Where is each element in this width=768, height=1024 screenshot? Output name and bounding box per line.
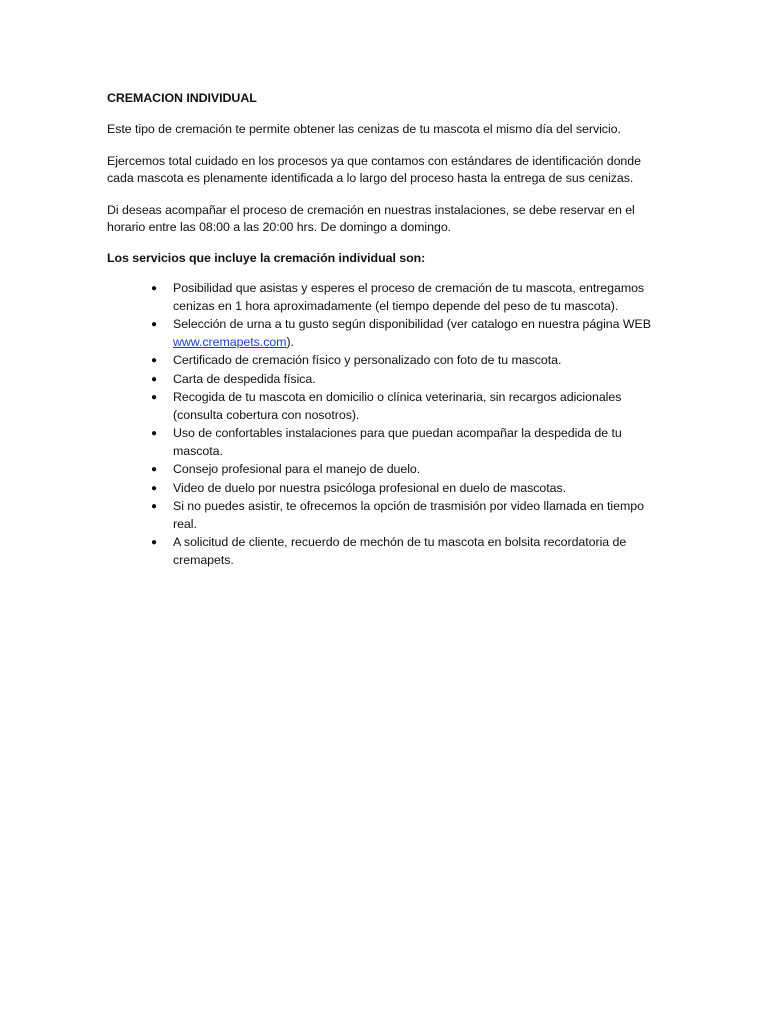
service-text-after-link: ). [286, 334, 294, 349]
bullet-icon: ● [151, 428, 157, 439]
list-item [107, 480, 662, 498]
service-text: Si no puedes asistir, te ofrecemos la opción de trasmisión por video llamada en tiempo real. [173, 499, 644, 531]
bullet-icon: ● [151, 501, 157, 512]
service-text: A solicitud de cliente, recuerdo de mechón de tu mascota en bolsita recordatoria de cremapets. [173, 535, 627, 567]
bullet-icon: ● [151, 482, 157, 494]
document-page [107, 90, 662, 570]
document-title: CREMACION INDIVIDUAL [107, 91, 257, 105]
paragraph-reservation-hours: Di deseas acompañar el proceso de cremación en nuestras instalaciones, se debe reservar en el horario entre las 08:00 a las 20:00 hrs. De domingo a domingo. [107, 203, 635, 234]
list-item [107, 498, 662, 533]
list-item [107, 534, 662, 569]
service-text [173, 317, 651, 349]
bullet-icon: ● [151, 283, 157, 294]
service-text: Posibilidad que asistas y esperes el proceso de cremación de tu mascota, entregamos cenizas en 1 hora aproximadamente (el tiempo depende del peso de tu mascota). [173, 281, 645, 313]
list-item [107, 461, 662, 479]
list-item [107, 280, 662, 315]
service-text-before-link: Selección de urna a tu gusto según disponibilidad (ver catalogo en nuestra página WEB [173, 317, 651, 331]
services-list [107, 280, 662, 569]
list-item [107, 425, 662, 460]
bullet-icon: ● [151, 464, 157, 475]
paragraph-same-day-ashes: Este tipo de cremación te permite obtener las cenizas de tu mascota el mismo día del servicio. [107, 122, 621, 136]
website-link[interactable]: www.cremapets.com [173, 334, 287, 349]
service-text: Recogida de tu mascota en domicilio o clínica veterinaria, sin recargos adicionales (consulta cobertura con nosotros). [173, 390, 622, 422]
paragraph-identification-standards: Ejercemos total cuidado en los procesos ya que contamos con estándares de identificación donde cada mascota es plenamente identificada a lo largo del proceso hasta la entrega de sus cenizas. [107, 154, 641, 185]
service-text: Uso de confortables instalaciones para que puedan acompañar la despedida de tu mascota. [173, 426, 622, 458]
list-item [107, 316, 662, 351]
list-item [107, 352, 662, 370]
service-text: Certificado de cremación físico y personalizado con foto de tu mascota. [173, 353, 562, 367]
bullet-icon: ● [151, 373, 157, 385]
list-item [107, 389, 662, 424]
services-heading: Los servicios que incluye la cremación individual son: [107, 251, 426, 265]
service-text: Carta de despedida física. [173, 371, 316, 386]
bullet-icon: ● [151, 537, 157, 548]
service-text: Consejo profesional para el manejo de duelo. [173, 462, 421, 476]
service-text: Video de duelo por nuestra psicóloga profesional en duelo de mascotas. [173, 480, 567, 495]
bullet-icon: ● [151, 319, 157, 330]
bullet-icon: ● [151, 355, 157, 366]
bullet-icon: ● [151, 392, 157, 403]
list-item [107, 371, 662, 389]
